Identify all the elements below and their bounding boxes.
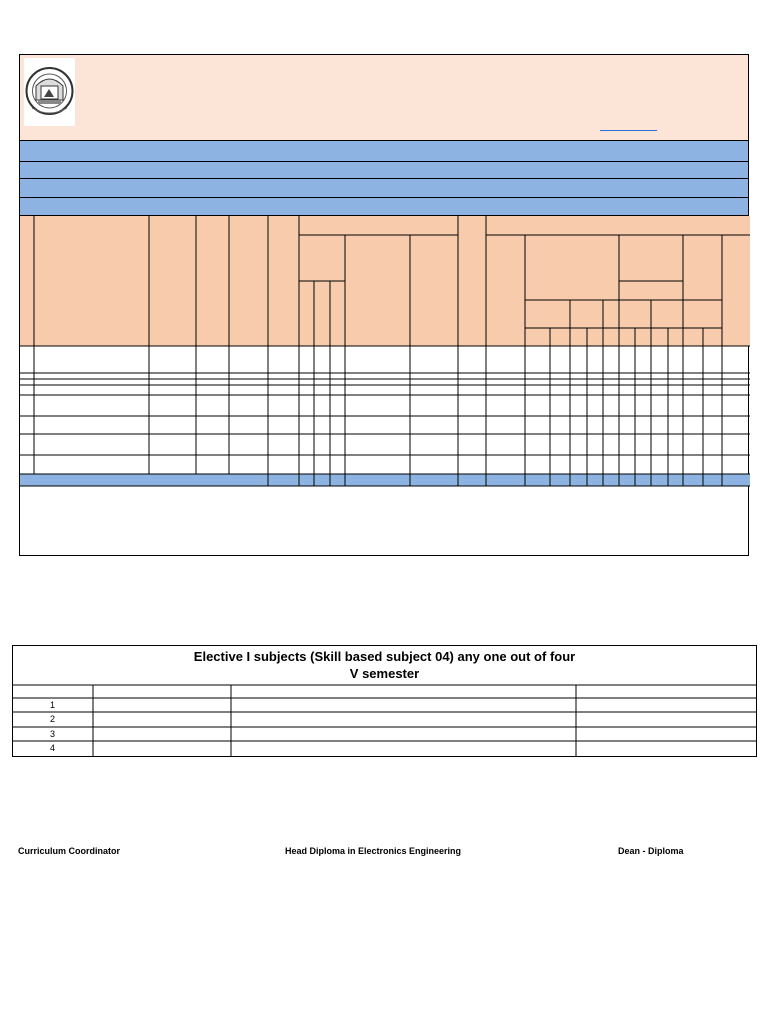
dean-signature: Dean - Diploma <box>618 846 684 856</box>
curriculum-coordinator-signature: Curriculum Coordinator <box>18 846 121 856</box>
scheme-sheet <box>19 54 749 556</box>
elective-row-number: 4 <box>49 743 55 753</box>
elective-table <box>12 645 757 757</box>
elective-title <box>12 645 757 685</box>
elective-title-line2: V semester <box>349 666 420 681</box>
elective-row-number: 1 <box>49 700 55 710</box>
head-signature: Head Diploma in Electronics Engineering <box>285 846 462 856</box>
elective-title-line1: Elective I subjects (Skill based subject 04) any one out of four <box>193 649 576 664</box>
elective-row-number: 3 <box>49 729 55 739</box>
scheme-grid <box>20 55 750 557</box>
elective-row-number: 2 <box>49 714 55 724</box>
